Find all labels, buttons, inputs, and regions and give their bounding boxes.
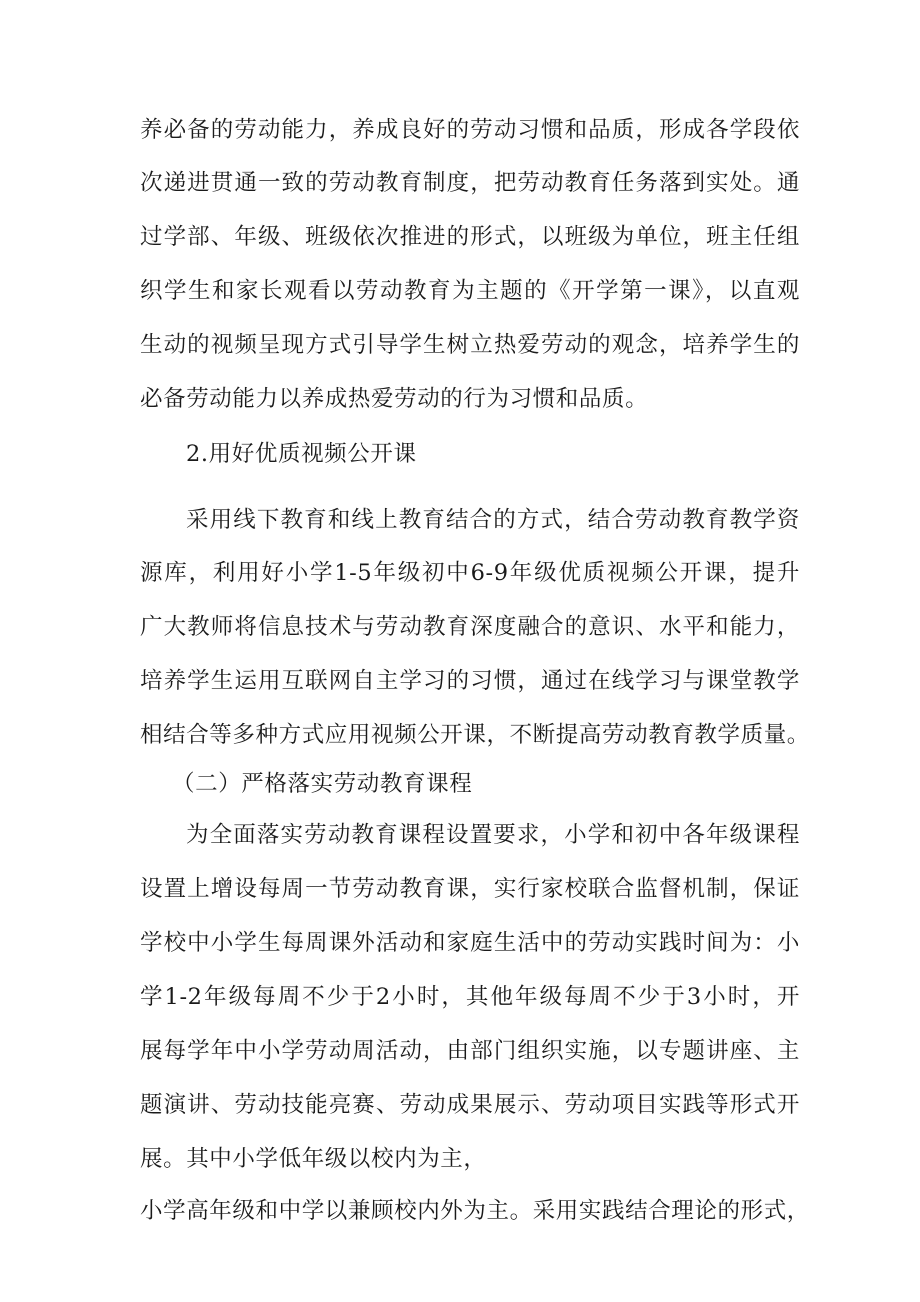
section-heading: 2.用好优质视频公开课	[186, 441, 417, 467]
section-heading: （二）严格落实劳动教育课程	[172, 771, 473, 797]
paragraph-line: 设置上增设每周一节劳动教育课，实行家校联合监督机制，保证	[140, 876, 800, 902]
paragraph-line: 培养学生运用互联网自主学习的习惯，通过在线学习与课堂教学	[140, 668, 800, 694]
paragraph-line: 养必备的劳动能力，养成良好的劳动习惯和品质，形成各学段依	[140, 117, 800, 143]
paragraph-line: 源库，利用好小学1-5年级初中6-9年级优质视频公开课，提升	[140, 560, 800, 586]
paragraph-line: 采用线下教育和线上教育结合的方式，结合劳动教育教学资	[186, 507, 800, 533]
paragraph-line: 过学部、年级、班级依次推进的形式，以班级为单位，班主任组	[140, 224, 800, 250]
paragraph-line: 小学高年级和中学以兼顾校内外为主。采用实践结合理论的形式，	[140, 1198, 810, 1224]
paragraph-line: 学校中小学生每周课外活动和家庭生活中的劳动实践时间为：小	[140, 930, 800, 956]
paragraph-line: 展每学年中小学劳动周活动，由部门组织实施，以专题讲座、主	[140, 1038, 800, 1064]
paragraph-line: 学1-2年级每周不少于2小时，其他年级每周不少于3小时，开	[140, 984, 800, 1010]
paragraph-line: 为全面落实劳动教育课程设置要求，小学和初中各年级课程	[186, 822, 800, 848]
paragraph-line: 织学生和家长观看以劳动教育为主题的《开学第一课》，以直观	[140, 278, 800, 304]
paragraph-line: 必备劳动能力以养成热爱劳动的行为习惯和品质。	[140, 386, 649, 412]
paragraph-line: 题演讲、劳动技能亮赛、劳动成果展示、劳动项目实践等形式开	[140, 1092, 800, 1118]
paragraph-line: 次递进贯通一致的劳动教育制度，把劳动教育任务落到实处。通	[140, 170, 800, 196]
paragraph-line: 生动的视频呈现方式引导学生树立热爱劳动的观念，培养学生的	[140, 332, 800, 358]
paragraph-line: 展。其中小学低年级以校内为主，	[140, 1146, 487, 1172]
paragraph-line: 相结合等多种方式应用视频公开课，不断提高劳动教育教学质量。	[140, 722, 810, 748]
paragraph-line: 广大教师将信息技术与劳动教育深度融合的意识、水平和能力，	[140, 614, 800, 640]
